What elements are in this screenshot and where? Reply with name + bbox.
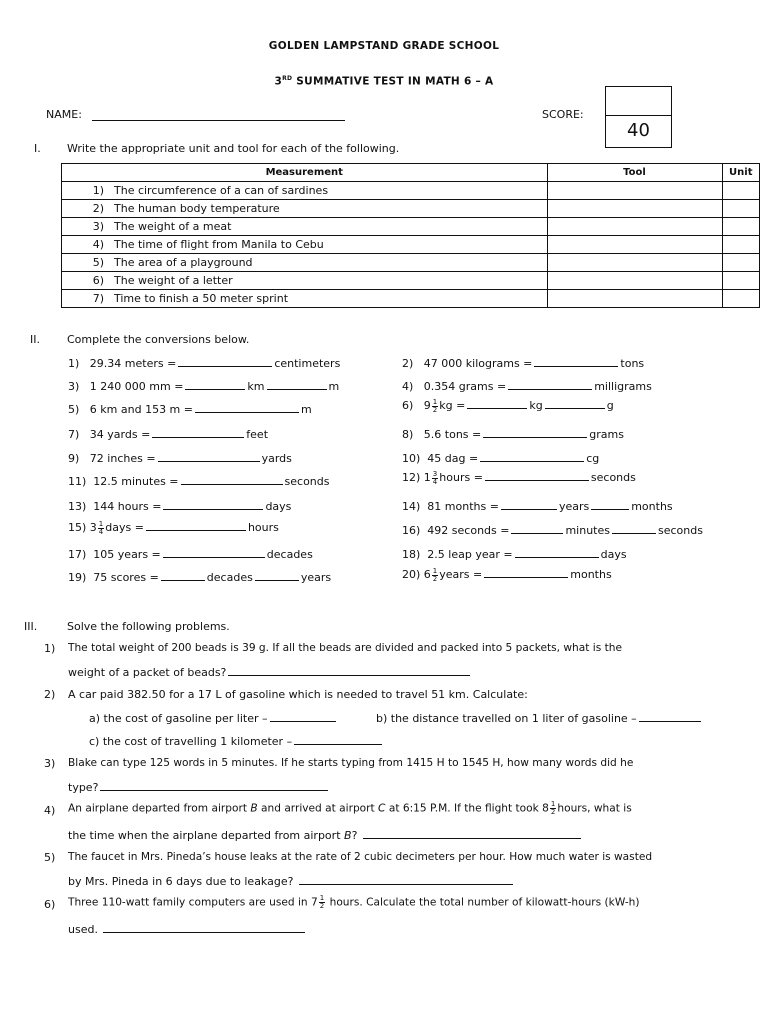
fraction-numerator: 1 [550,800,556,808]
part3-roman: III. [24,620,38,633]
row-number: 3) [62,218,115,236]
mixed-whole: 7 [311,896,318,909]
problem-number: 5) [44,851,56,864]
problem-text [68,801,632,816]
item-number: 13) [68,500,87,513]
answer-blank[interactable] [146,520,246,531]
item-unit: g [606,399,614,412]
name-label: NAME: [46,108,82,121]
item-number: 7) [68,428,80,441]
test-number: 3 [274,75,283,88]
tool-cell[interactable] [547,200,722,218]
item-unit: years [300,571,332,584]
fraction-denominator: 2 [319,902,325,910]
airport-b: B [250,802,258,815]
conversion-item [68,451,292,465]
row-number: 2) [62,200,115,218]
fraction [432,399,438,414]
fraction-numerator: 3 [432,469,438,478]
subpart-c: c) the cost of travelling 1 kilometer – [89,735,293,748]
tool-cell[interactable] [547,182,722,200]
unit-cell[interactable] [722,218,759,236]
conversion-item [402,379,652,393]
row-measurement: The time of flight from Manila to Cebu [114,236,547,254]
item-number: 19) [68,571,87,584]
item-unit: minutes [565,524,610,537]
problem-text: The total weight of 200 beads is 39 g. If all the beads are divided and packed into 5 packets, what is the [68,642,622,654]
answer-blank[interactable] [185,379,245,390]
item-number: 8) [402,428,414,441]
answer-blank[interactable] [480,451,584,462]
answer-blank[interactable] [639,711,701,722]
answer-blank[interactable] [299,874,513,885]
row-measurement: The area of a playground [114,254,547,272]
item-unit: km [247,380,265,393]
answer-blank[interactable] [158,451,260,462]
name-field[interactable] [92,120,345,121]
answer-blank[interactable] [612,523,656,534]
table-row [62,254,760,272]
part2-instruction: Complete the conversions below. [67,333,250,346]
item-prompt: days = [105,521,144,534]
unit-cell[interactable] [722,200,759,218]
problem-text: The faucet in Mrs. Pineda’s house leaks at the rate of 2 cubic decimeters per hour. How much water is wasted [68,851,653,863]
subpart-b: b) the distance travelled on 1 liter of gasoline – [376,712,637,725]
item-prompt: 0.354 grams = [423,380,507,393]
mixed-whole: 6 [423,568,431,581]
conversion-item [402,523,703,537]
part1-instruction: Write the appropriate unit and tool for each of the following. [67,142,400,155]
row-number: 7) [62,290,115,308]
tool-cell[interactable] [547,236,722,254]
school-name: GOLDEN LAMPSTAND GRADE SCHOOL [268,40,500,52]
mixed-whole: 8 [542,802,549,815]
answer-blank[interactable] [508,379,592,390]
problem-text-part: ? [351,829,358,842]
answer-blank[interactable] [255,570,299,581]
item-number: 11) [68,475,87,488]
item-unit: months [631,500,673,513]
measurement-table [61,163,760,308]
fraction-numerator: 1 [319,894,325,902]
table-row [62,182,760,200]
table-header-row [62,164,760,182]
answer-blank[interactable] [152,427,244,438]
item-prompt: 29.34 meters = [89,357,177,370]
conversion-item [402,499,673,513]
item-unit: hours [247,521,279,534]
score-box[interactable] [605,86,672,148]
item-prompt: 45 dag = [427,452,479,465]
answer-blank[interactable] [228,665,470,676]
fraction-numerator: 1 [98,519,104,528]
tool-cell[interactable] [547,218,722,236]
fraction [98,521,104,536]
problem-text-part: the time when the airplane departed from airport [68,829,341,842]
unit-cell[interactable] [722,290,759,308]
item-number: 5) [68,403,80,416]
conversion-item [402,451,599,465]
airport-b: B [344,829,352,842]
unit-cell[interactable] [722,236,759,254]
answer-blank[interactable] [267,379,327,390]
answer-blank[interactable] [181,474,283,485]
unit-cell[interactable] [722,182,759,200]
part1-roman: I. [34,142,41,155]
table-row [62,290,760,308]
answer-blank[interactable] [485,470,589,481]
conversion-item [68,356,340,370]
fraction [550,801,556,816]
item-unit: yards [261,452,292,465]
item-number: 9) [68,452,80,465]
part3-instruction: Solve the following problems. [67,620,230,633]
conversion-item [402,427,624,441]
tool-cell[interactable] [547,272,722,290]
item-unit: cg [586,452,600,465]
problem-text-part: and arrived at airport [261,802,375,815]
row-measurement: The weight of a meat [114,218,547,236]
tool-cell[interactable] [547,290,722,308]
item-unit: m [328,380,340,393]
tool-cell[interactable] [547,254,722,272]
item-prompt: 72 inches = [89,452,156,465]
answer-blank[interactable] [363,828,581,839]
answer-blank[interactable] [270,711,336,722]
fraction [319,895,325,910]
score-total: 40 [627,120,650,141]
conversion-item [68,547,313,561]
airport-c: C [378,802,386,815]
fraction [432,471,438,486]
item-prompt: years = [439,568,483,581]
problem-text-part: An airplane departed from airport [68,802,247,815]
score-divider [606,115,671,116]
item-prompt: 75 scores = [93,571,159,584]
answer-blank[interactable] [161,570,205,581]
item-prompt: 47 000 kilograms = [423,357,533,370]
answer-blank[interactable] [515,547,599,558]
answer-blank[interactable] [163,499,263,510]
row-number: 1) [62,182,115,200]
problem-number: 6) [44,898,56,911]
item-number: 10) [402,452,421,465]
problem-question: used. [68,923,98,936]
item-unit: tons [620,357,645,370]
problem-text [68,922,307,936]
conversion-item [68,570,331,584]
item-unit: seconds [590,471,636,484]
item-prompt: 105 years = [93,548,161,561]
problem-text-part: hours, what is [557,802,632,815]
item-prompt: 144 hours = [93,500,162,513]
unit-cell[interactable] [722,272,759,290]
col-measurement: Measurement [62,164,548,182]
answer-blank[interactable] [294,734,382,745]
problem-text [68,665,472,679]
problem-text [68,874,515,888]
answer-blank[interactable] [591,499,629,510]
row-number: 6) [62,272,115,290]
item-prompt: hours = [439,471,483,484]
problem-text-part: at 6:15 P.M. If the flight took [388,802,539,815]
test-ordinal: RD [282,75,293,82]
subpart-a: a) the cost of gasoline per liter – [89,712,268,725]
item-unit: seconds [284,475,330,488]
problem-subpart [376,711,703,725]
item-unit: days [265,500,292,513]
row-measurement: The weight of a letter [114,272,547,290]
item-unit: seconds [658,524,703,537]
item-prompt: 12.5 minutes = [93,475,179,488]
conversion-item [402,547,627,561]
row-measurement: Time to finish a 50 meter sprint [114,290,547,308]
fraction-denominator: 2 [432,405,438,414]
item-unit: days [600,548,627,561]
item-prompt: 2.5 leap year = [427,548,513,561]
item-number: 12) [402,471,421,484]
answer-blank[interactable] [484,567,568,578]
problem-text-part: hours. Calculate the total number of kilowatt-hours (kW-h) [329,896,640,909]
item-unit: grams [589,428,624,441]
table-row [62,200,760,218]
test-title-text: SUMMATIVE TEST IN MATH 6 – A [292,75,494,88]
table-row [62,272,760,290]
problem-question: by Mrs. Pineda in 6 days due to leakage? [68,875,294,888]
problem-text [68,828,583,842]
score-label: SCORE: [542,108,584,121]
row-number: 5) [62,254,115,272]
conversion-item [402,398,614,414]
problem-number: 4) [44,804,56,817]
part2-roman: II. [30,333,40,346]
item-prompt: 34 yards = [89,428,151,441]
unit-cell[interactable] [722,254,759,272]
problem-text: Blake can type 125 words in 5 minutes. If he starts typing from 1415 H to 1545 H, how many words did he [68,757,634,769]
fraction [432,568,438,583]
item-number: 14) [402,500,421,513]
problem-question: type? [68,781,99,794]
fraction-denominator: 2 [550,808,556,816]
item-unit: feet [246,428,269,441]
conversion-item [402,356,644,370]
mixed-whole: 1 [423,471,431,484]
problem-text: A car paid 382.50 for a 17 L of gasoline which is needed to travel 51 km. Calculate: [68,688,528,701]
conversion-item [402,567,612,583]
table-row [62,218,760,236]
item-prompt: kg = [439,399,466,412]
item-number: 6) [402,399,414,412]
answer-blank[interactable] [501,499,557,510]
answer-blank[interactable] [545,398,605,409]
fraction-denominator: 4 [432,477,438,486]
problem-number: 1) [44,642,56,655]
answer-blank[interactable] [178,356,272,367]
item-prompt: 5.6 tons = [423,428,482,441]
item-unit: m [301,403,312,416]
problem-text-part: Three 110-watt family computers are used in [68,896,308,909]
item-number: 2) [402,357,414,370]
col-tool: Tool [547,164,722,182]
problem-text [68,895,640,910]
row-number: 4) [62,236,115,254]
item-number: 17) [68,548,87,561]
conversion-item [68,427,268,441]
problem-number: 3) [44,757,56,770]
row-measurement: The human body temperature [114,200,547,218]
item-number: 18) [402,548,421,561]
table-row [62,236,760,254]
conversion-item [68,474,330,488]
mixed-whole: 3 [89,521,97,534]
item-unit: years [558,500,590,513]
answer-blank[interactable] [534,356,618,367]
conversion-item [68,402,312,416]
col-unit: Unit [722,164,759,182]
answer-blank[interactable] [467,398,527,409]
row-measurement: The circumference of a can of sardines [114,182,547,200]
fraction-numerator: 1 [432,397,438,406]
item-unit: decades [206,571,253,584]
answer-blank[interactable] [511,523,563,534]
conversion-item [68,520,279,536]
item-prompt: 6 km and 153 m = [89,403,193,416]
item-unit: centimeters [274,357,341,370]
item-number: 4) [402,380,414,393]
item-unit: months [570,568,612,581]
problem-subpart [89,734,384,748]
problem-question: weight of a packet of beads? [68,666,227,679]
answer-blank[interactable] [100,780,328,791]
item-number: 15) [68,521,87,534]
answer-blank[interactable] [483,427,587,438]
conversion-item [68,499,291,513]
item-prompt: 81 months = [427,500,499,513]
mixed-whole: 9 [423,399,431,412]
item-number: 16) [402,524,421,537]
problem-number: 2) [44,688,56,701]
problem-text [68,780,330,794]
problem-subpart [89,711,338,725]
item-number: 3) [68,380,80,393]
item-number: 20) [402,568,421,581]
answer-blank[interactable] [163,547,265,558]
answer-blank[interactable] [103,922,305,933]
item-unit: kg [529,399,543,412]
conversion-item [68,379,339,393]
fraction-denominator: 2 [432,574,438,583]
item-unit: decades [266,548,313,561]
item-unit: milligrams [594,380,652,393]
fraction-numerator: 1 [432,566,438,575]
item-prompt: 1 240 000 mm = [89,380,184,393]
answer-blank[interactable] [195,402,299,413]
conversion-item [402,470,636,486]
item-number: 1) [68,357,80,370]
item-prompt: 492 seconds = [427,524,510,537]
fraction-denominator: 4 [98,527,104,536]
